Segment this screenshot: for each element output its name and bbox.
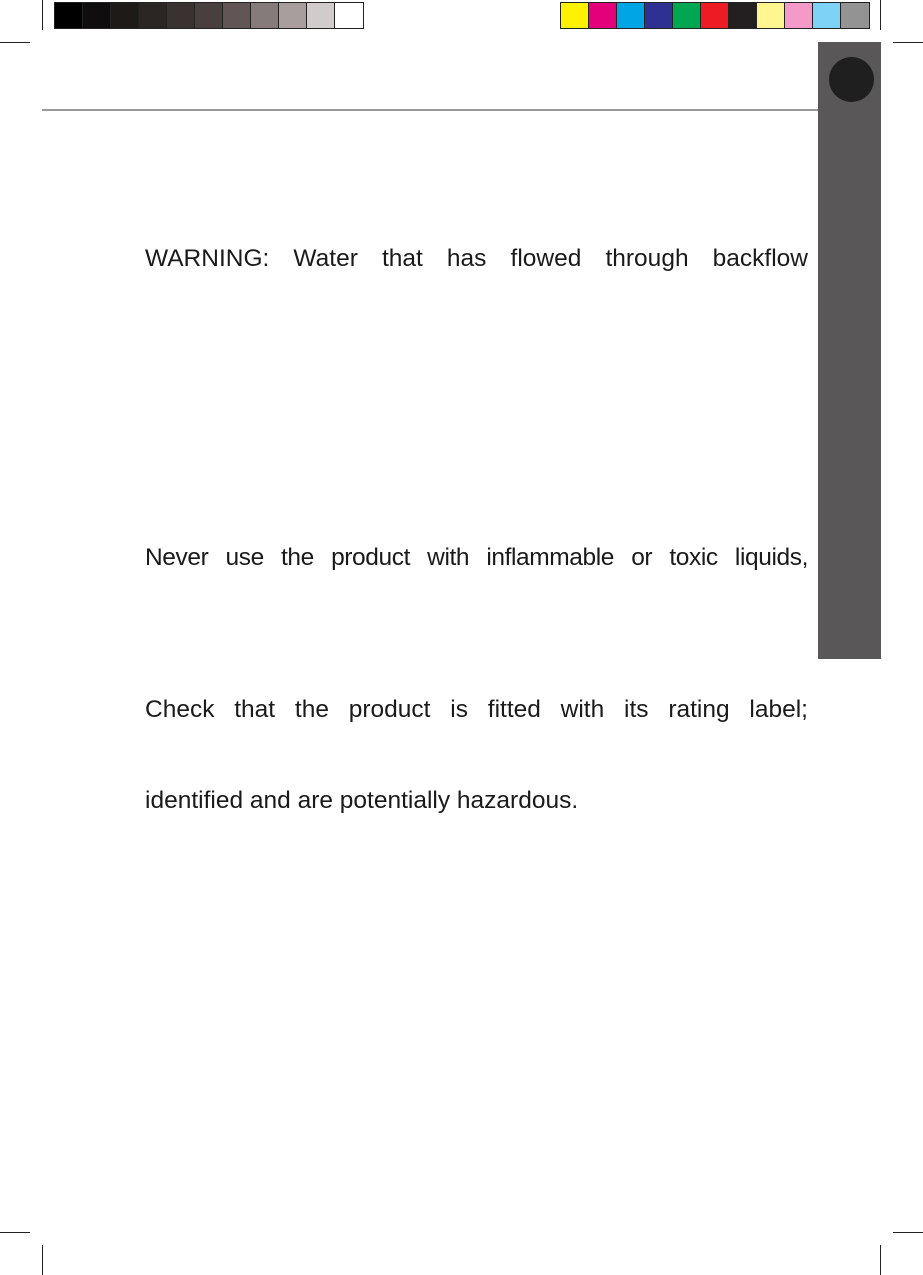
process-color-bar xyxy=(560,2,870,29)
crop-mark xyxy=(42,0,43,30)
crop-mark xyxy=(893,1232,923,1233)
color-swatch xyxy=(83,3,111,28)
color-swatch xyxy=(701,3,729,28)
warning-text: WARNING: Water that has flowed through backflow xyxy=(145,245,808,272)
side-section-tab xyxy=(818,42,881,659)
hazard-text: identified and are potentially hazardous. xyxy=(145,787,579,814)
grayscale-color-bar xyxy=(54,2,364,29)
crop-mark xyxy=(0,1232,30,1233)
crop-mark xyxy=(880,1245,881,1275)
color-swatch xyxy=(589,3,617,28)
color-swatch xyxy=(335,3,363,28)
color-swatch xyxy=(617,3,645,28)
crop-mark xyxy=(42,1245,43,1275)
color-swatch xyxy=(813,3,841,28)
section-dot-icon xyxy=(829,57,874,102)
color-swatch xyxy=(841,3,869,28)
color-swatch xyxy=(167,3,195,28)
color-swatch xyxy=(139,3,167,28)
color-swatch xyxy=(785,3,813,28)
check-label-text: Check that the product is fitted with its rating label; xyxy=(145,696,808,723)
crop-mark xyxy=(893,42,923,43)
color-swatch xyxy=(307,3,335,28)
color-swatch xyxy=(561,3,589,28)
color-swatch xyxy=(251,3,279,28)
color-swatch xyxy=(673,3,701,28)
color-swatch xyxy=(729,3,757,28)
color-swatch xyxy=(195,3,223,28)
color-swatch xyxy=(111,3,139,28)
color-swatch xyxy=(645,3,673,28)
crop-mark xyxy=(0,42,30,43)
header-rule xyxy=(42,109,818,111)
color-swatch xyxy=(223,3,251,28)
color-swatch xyxy=(279,3,307,28)
color-swatch xyxy=(55,3,83,28)
never-use-text: Never use the product with inflammable or toxic liquids, xyxy=(145,544,808,571)
color-swatch xyxy=(757,3,785,28)
crop-mark xyxy=(880,0,881,30)
